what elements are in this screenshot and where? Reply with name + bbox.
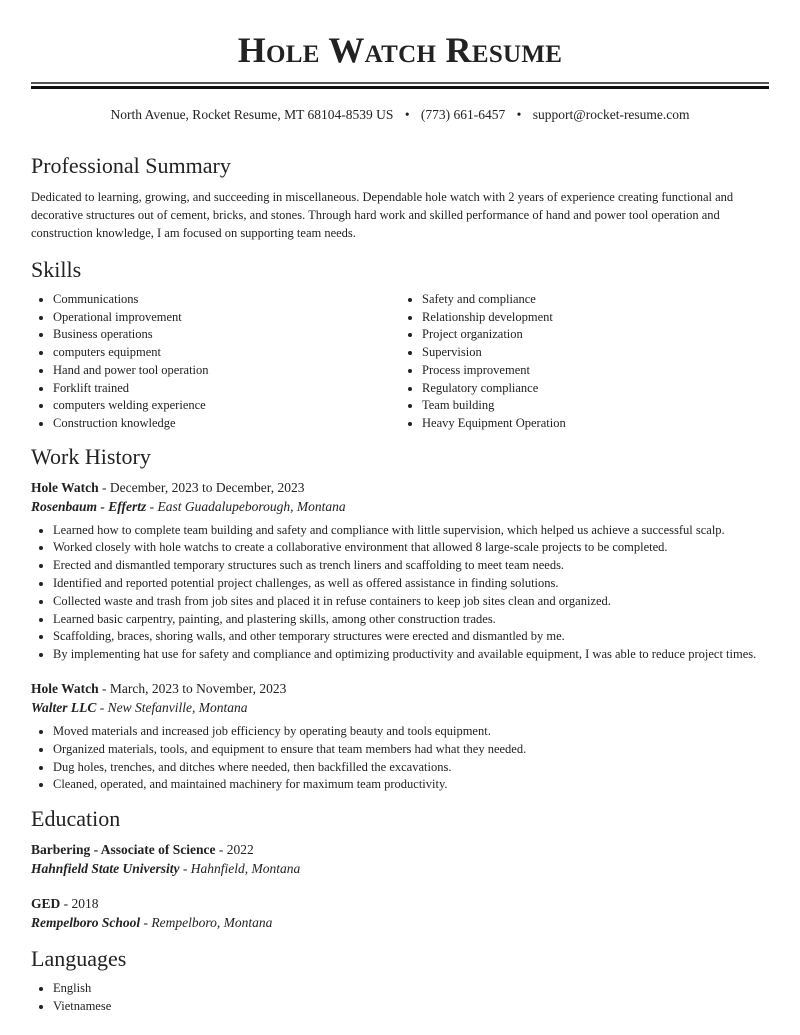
skill-item: • Project organization	[422, 326, 769, 344]
language-item: • Vietnamese	[53, 998, 769, 1016]
employer-name: Walter LLC	[31, 700, 97, 715]
school-line	[31, 859, 769, 878]
languages-section	[31, 946, 769, 1015]
employer-line	[31, 698, 769, 717]
job-bullet: • By implementing hat use for safety and compliance and optimizing productivity and available equipment, I was able to reduce project times.	[53, 646, 769, 664]
skill-item: • Operational improvement	[53, 309, 400, 327]
contact-address: North Avenue, Rocket Resume, MT 68104-8539 US	[110, 107, 394, 122]
skill-item: • Hand and power tool operation	[53, 362, 400, 380]
job-bullet: • Organized materials, tools, and equipment to ensure that team members had what they needed.	[53, 741, 769, 759]
degree: GED	[31, 896, 61, 912]
job-dates: March, 2023 to November, 2023	[109, 681, 287, 696]
contact-email: support@rocket-resume.com	[532, 107, 690, 122]
section-heading-work-history: Work History	[31, 443, 151, 469]
employer-location: New Stefanville, Montana	[107, 700, 248, 715]
job-bullet: • Scaffolding, braces, shoring walls, and other temporary structures were erected and dismantled by me.	[53, 628, 769, 646]
dash: -	[60, 896, 72, 912]
summary-text: Dedicated to learning, growing, and succeeding in miscellaneous. Dependable hole watch with 2 years of experience creating functional and decorative structures out of cement, bricks, and stones. Through hard work and skilled performance of hand and power tool operation and construction knowledge, I am focused on supporting team needs.	[31, 190, 734, 240]
skills-columns	[31, 291, 769, 433]
dash: -	[98, 479, 110, 495]
skill-item: • Process improvement	[422, 362, 769, 380]
dash: -	[215, 842, 227, 858]
job-entry	[31, 478, 769, 664]
job-title: Hole Watch	[31, 681, 99, 696]
degree-line	[31, 894, 769, 913]
skill-item: • Relationship development	[422, 309, 769, 327]
skills-section	[31, 257, 769, 433]
skills-list-right	[400, 291, 769, 433]
section-heading-languages: Languages	[31, 946, 127, 972]
skill-item: • computers welding experience	[53, 397, 400, 415]
job-bullet: • Learned how to complete team building and safety and compliance with little supervision, which helped us achieve a successful scalp.	[53, 522, 769, 540]
professional-summary-section	[31, 153, 769, 242]
skill-item: • Construction knowledge	[53, 415, 400, 433]
header-divider	[31, 82, 769, 89]
job-bullet: • Learned basic carpentry, painting, and plastering skills, among other construction trades.	[53, 611, 769, 629]
dash: -	[98, 681, 110, 696]
bullet-separator: •	[516, 107, 522, 122]
job-dates: December, 2023 to December, 2023	[109, 479, 305, 495]
skill-item: • Supervision	[422, 344, 769, 362]
dash: -	[179, 861, 191, 877]
job-bullet: • Cleaned, operated, and maintained machinery for maximum team productivity.	[53, 776, 769, 794]
section-heading-skills: Skills	[31, 257, 82, 282]
skill-item: • Team building	[422, 397, 769, 415]
skill-item: • Regulatory compliance	[422, 380, 769, 398]
job-entry	[31, 679, 769, 794]
divider-thin-line	[31, 82, 769, 84]
school-location: Rempelboro, Montana	[151, 915, 273, 931]
section-heading-summary: Professional Summary	[31, 153, 231, 178]
school-location: Hahnfield, Montana	[190, 861, 301, 877]
skill-item: • Communications	[53, 291, 400, 309]
contact-phone: (773) 661-6457	[420, 107, 506, 122]
section-heading-education: Education	[31, 806, 121, 832]
job-bullets	[31, 723, 769, 794]
degree-line	[31, 840, 769, 859]
resume-title: Hole Watch Resume	[237, 30, 563, 70]
graduation-year: 2018	[71, 896, 99, 912]
dash: -	[146, 498, 158, 514]
job-bullet: • Identified and reported potential project challenges, as well as offered assistance in finding solutions.	[53, 575, 769, 593]
school-name: Rempelboro School	[31, 915, 141, 931]
employer-location: East Guadalupeborough, Montana	[157, 498, 346, 514]
work-history-section	[31, 444, 769, 795]
languages-list	[31, 980, 769, 1015]
skill-item: • Safety and compliance	[422, 291, 769, 309]
skill-item: • Forklift trained	[53, 380, 400, 398]
bullet-separator: •	[404, 107, 410, 122]
job-header	[31, 679, 769, 698]
graduation-year: 2022	[226, 842, 254, 858]
job-title: Hole Watch	[31, 479, 99, 495]
language-item: • English	[53, 980, 769, 998]
job-bullet: • Erected and dismantled temporary structures such as trench liners and scaffolding to meet team needs.	[53, 557, 769, 575]
job-bullet: • Collected waste and trash from job sites and placed it in refuse containers to keep job sites clean and organized.	[53, 593, 769, 611]
dash: -	[140, 915, 152, 931]
dash: -	[96, 700, 108, 715]
contact-line	[31, 106, 769, 124]
skills-list-left	[31, 291, 400, 433]
job-bullet: • Worked closely with hole watchs to create a collaborative environment that allowed 8 large-scale projects to be completed.	[53, 539, 769, 557]
school-line	[31, 913, 769, 932]
education-section	[31, 806, 769, 932]
divider-thick-line	[31, 86, 769, 89]
degree: Barbering - Associate of Science	[31, 842, 216, 858]
employer-name: Rosenbaum - Effertz	[31, 498, 147, 514]
education-entry	[31, 894, 769, 932]
education-entry	[31, 840, 769, 878]
skill-item: • computers equipment	[53, 344, 400, 362]
job-bullets	[31, 522, 769, 664]
school-name: Hahnfield State University	[31, 861, 180, 877]
employer-line	[31, 497, 769, 516]
skill-item: • Business operations	[53, 326, 400, 344]
job-header	[31, 478, 769, 497]
job-bullet: • Dug holes, trenches, and ditches where needed, then backfilled the excavations.	[53, 759, 769, 777]
job-bullet: • Moved materials and increased job efficiency by operating beauty and tools equipment.	[53, 723, 769, 741]
skill-item: • Heavy Equipment Operation	[422, 415, 769, 433]
